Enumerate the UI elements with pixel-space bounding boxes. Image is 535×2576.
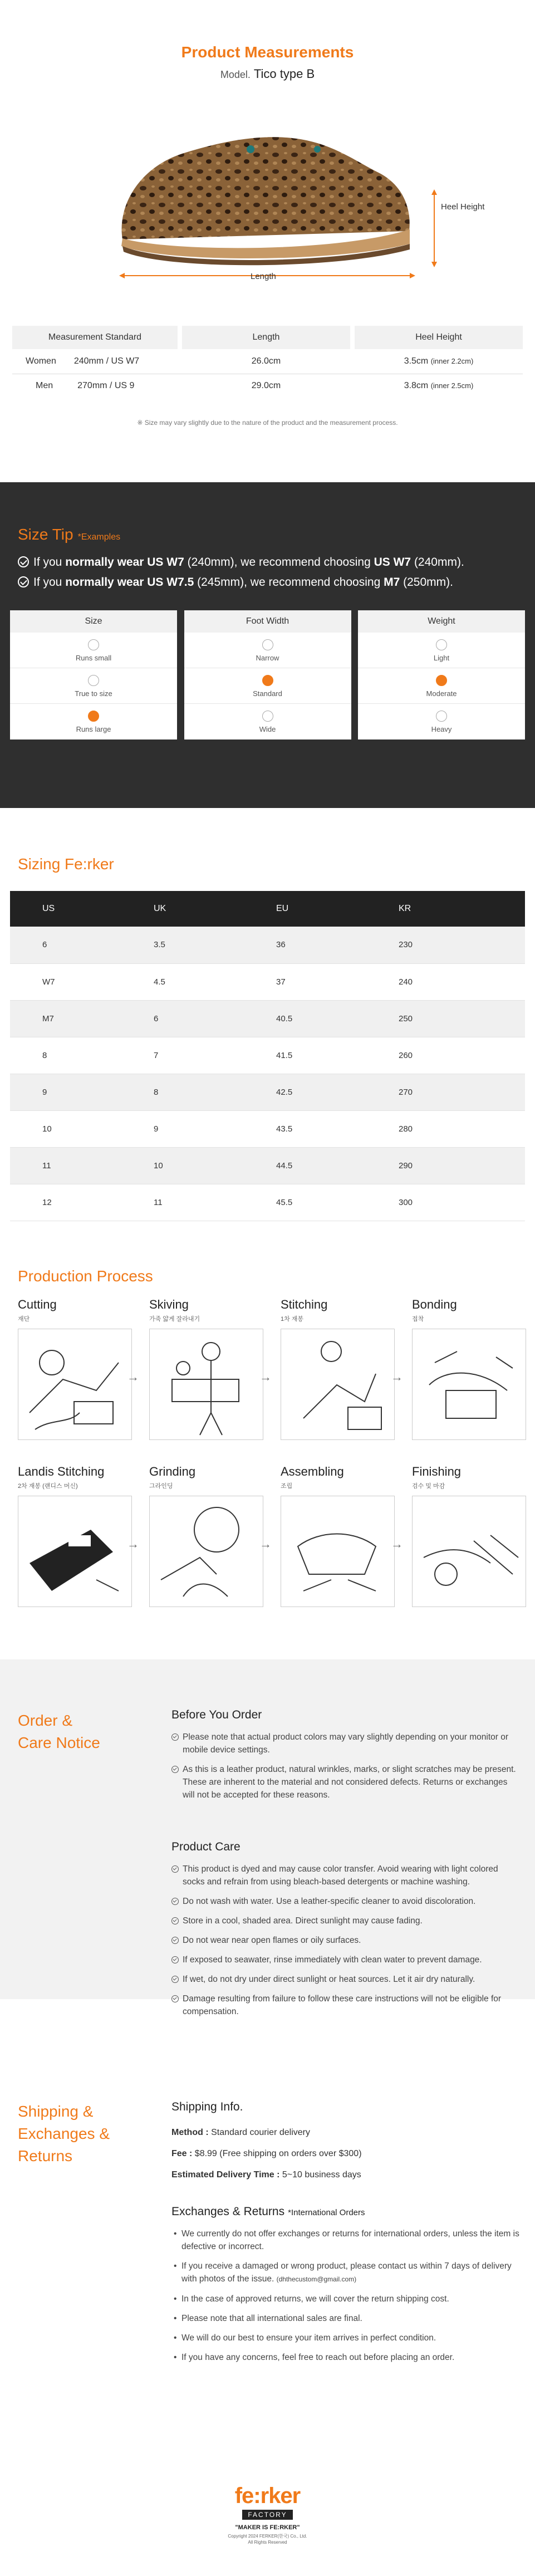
step-landis-stitching: Landis Stitching 2차 재봉 (랜디스 머신) [18,1465,132,1607]
arrow-icon: → [391,1537,403,1551]
exchanges-heading: Exchanges & Returns *International Orders [171,2205,365,2218]
list-item: If wet, do not dry under direct sunlight or heat sources. Let it air dry naturally. [171,1973,517,1986]
assembling-illustration [281,1496,395,1607]
heel-height-label: Heel Height [441,202,485,212]
step-assembling: Assembling 조립 [281,1465,395,1607]
tip-title: Size Tip *Examples [18,526,121,543]
radio-icon [262,711,273,722]
table-row: Men 270mm / US 9 29.0cm 3.8cm (inner 2.5cm) [12,374,523,398]
arrow-icon: → [127,1370,139,1384]
list-item: • In the case of approved returns, we will cover the return shipping cost. [171,2293,528,2305]
col-length: Length [182,326,350,349]
list-item: • Please note that all international sales are final. [171,2312,528,2325]
fit-col-width: Foot Width Narrow Standard Wide [184,610,351,740]
arrow-icon: → [391,1370,403,1384]
table-row: Women 240mm / US W7 26.0cm 3.5cm (inner 2.2cm) [12,349,523,374]
step-finishing: Finishing 검수 및 마감 [412,1465,526,1607]
sizing-title: Sizing Fe:rker [18,855,114,873]
brand-logo: fe:rker FACTORY "MAKER IS FE:RKER" Copyright 2024 FERKER(한국) Co., Ltd. All Rights Reserved [228,2484,307,2545]
list-item: Damage resulting from failure to follow these care instructions will not be eligible for compensation. [171,1992,517,2018]
model-name: Tico type B [253,67,315,81]
table-row: W7 4.5 37 240 [10,963,525,1000]
table-row: 6 3.5 36 230 [10,927,525,963]
product-care-list [171,1863,517,2025]
list-item: • We will do our best to ensure your item arrives in perfect condition. [171,2332,528,2344]
fit-col-size: Size Runs small True to size Runs large [10,610,177,740]
arrow-icon: → [259,1537,272,1551]
fit-col-weight: Weight Light Moderate Heavy [358,610,525,740]
shipping-info-heading: Shipping Info. [171,2100,243,2113]
list-item: • If you receive a damaged or wrong product, please contact us within 7 days of delivery with photos of the issue. (dhthecustom@gmail.com) [171,2260,528,2286]
radio-icon [436,639,447,650]
list-item: Please note that actual product colors may vary slightly depending on your monitor or mobile device settings. [171,1731,517,1756]
table-row: 11 10 44.5 290 [10,1147,525,1184]
list-item: This product is dyed and may cause color transfer. Avoid wearing with light colored socks and refrain from using bleach-based detergents or machine washing. [171,1863,517,1888]
measurement-table [12,326,523,398]
col-heel: Heel Height [355,326,523,349]
shoe-illustration [100,100,485,284]
radio-icon [436,711,447,722]
process-title: Production Process [18,1267,153,1285]
check-circle-icon [18,556,29,567]
list-item: As this is a leather product, natural wrinkles, marks, or slight scratches may be present. These are inherent to the material and not considered defects. Returns or exchanges will not be accepted for these reasons. [171,1763,517,1801]
table-row: M7 6 40.5 250 [10,1000,525,1037]
arrow-icon: → [259,1370,272,1384]
step-bonding: Bonding 접착 [412,1297,526,1440]
step-cutting: Cutting 재단 [18,1297,132,1440]
order-care-section [0,1659,535,2016]
bonding-illustration [412,1329,526,1440]
finishing-illustration [412,1496,526,1607]
arrow-icon: → [127,1537,139,1551]
step-grinding: Grinding 그라인딩 [149,1465,263,1607]
col-standard: Measurement Standard [12,326,178,349]
model-line [0,67,535,81]
list-item: • We currently do not offer exchanges or returns for international orders, unless the item is defective or incorrect. [171,2227,528,2253]
length-label: Length [251,272,276,281]
step-skiving: Skiving 가죽 얇게 잘라내기 [149,1297,263,1440]
skiving-illustration [149,1329,263,1440]
list-item: Do not wear near open flames or oily surfaces. [171,1934,517,1947]
tip-line-2: If you normally wear US W7.5 (245mm), we recommend choosing M7 (250mm). [18,576,453,589]
radio-selected-icon [88,711,99,722]
model-label: Model. [220,69,251,80]
radio-selected-icon [262,675,273,686]
measure-title: Product Measurements [181,43,354,61]
step-stitching: Stitching 1차 재봉 [281,1297,395,1440]
exchanges-list [171,2227,528,2371]
shipping-title: Shipping & Exchanges & Returns [18,2103,110,2164]
before-order-list [171,1731,517,1808]
fit-grid [10,610,525,740]
grinding-illustration [149,1496,263,1607]
landis-stitching-illustration [18,1496,132,1607]
list-item: Do not wash with water. Use a leather-specific cleaner to avoid discoloration. [171,1895,517,1908]
radio-icon [88,675,99,686]
shipping-info-list: Method : Standard courier delivery Fee : $8.99 (Free shipping on orders over $300) Estimated Delivery Time : 5~10 business days [171,2128,362,2180]
cutting-illustration [18,1329,132,1440]
list-item: If exposed to seawater, rinse immediately with clean water to prevent damage. [171,1953,517,1966]
radio-icon [88,639,99,650]
stitching-illustration [281,1329,395,1440]
before-order-heading: Before You Order [171,1708,262,1721]
check-circle-icon [18,576,29,587]
support-email: (dhthecustom@gmail.com) [276,2275,357,2283]
list-item: Store in a cool, shaded area. Direct sunlight may cause fading. [171,1914,517,1927]
measure-note: ※ Size may vary slightly due to the nature of the product and the measurement process. [137,419,398,427]
table-row: 12 11 45.5 300 [10,1184,525,1221]
table-row: 10 9 43.5 280 [10,1110,525,1147]
size-tip-section [0,482,535,808]
list-item: • If you have any concerns, feel free to reach out before placing an order. [171,2351,528,2364]
tip-line-1: If you normally wear US W7 (240mm), we recommend choosing US W7 (240mm). [18,556,464,569]
radio-icon [262,639,273,650]
sizing-table: US UK EU KR 6 3.5 36 230 W7 4.5 37 240 M7 6 40.5 250 8 7 41.5 260 9 8 42.5 270 10 9 43.5 280 11 10 44.5 290 12 11 45.5 300 [10,891,525,1221]
order-care-title: Order & Care Notice [18,1712,100,1751]
table-row: 8 7 41.5 260 [10,1037,525,1074]
radio-selected-icon [436,675,447,686]
product-care-heading: Product Care [171,1840,240,1853]
table-row: 9 8 42.5 270 [10,1074,525,1110]
